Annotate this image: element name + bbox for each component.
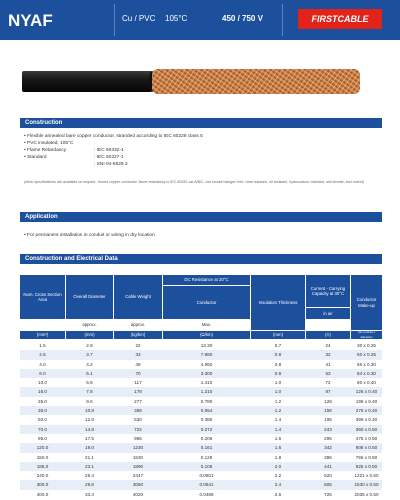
divider bbox=[282, 4, 283, 36]
table-cell: 30 x 0.25 bbox=[357, 343, 376, 348]
table-cell: 530 bbox=[134, 417, 142, 423]
construction-standard: • Standard : IEC 60227-1 bbox=[24, 155, 124, 160]
table-cell: 117 bbox=[134, 380, 142, 386]
unit: (mm) bbox=[251, 331, 305, 339]
table-cell: 1.0 bbox=[274, 380, 282, 386]
table-row bbox=[20, 434, 382, 443]
table-cell: 19.0 bbox=[85, 445, 94, 451]
table-cell: 17.5 bbox=[85, 435, 94, 441]
table-cell: 0.554 bbox=[200, 408, 213, 414]
table-cell: 23.1 bbox=[85, 463, 94, 469]
table-cell: 0.780 bbox=[200, 398, 213, 404]
table-cell: 386 bbox=[324, 454, 332, 460]
table-cell: 7.8 bbox=[86, 389, 93, 395]
col-conductor: Conductor bbox=[163, 286, 250, 319]
table-cell: 95.0 bbox=[38, 435, 47, 441]
table-cell: 21.1 bbox=[85, 454, 94, 460]
table-cell: 605 bbox=[324, 482, 332, 488]
material-label: Cu / PVC bbox=[122, 14, 156, 23]
table-cell: 53 bbox=[325, 370, 331, 376]
table-cell: 10.8 bbox=[85, 408, 94, 414]
col-makeup: Conductor Make-up bbox=[351, 275, 382, 330]
table-cell: 1.8 bbox=[274, 454, 282, 460]
temperature-label: 105°C bbox=[165, 14, 188, 23]
table-cell: 9.6 bbox=[86, 398, 93, 404]
col-in-air: in air bbox=[306, 308, 350, 319]
col-current: Current - Carrying Capacity at 30°C bbox=[306, 275, 350, 307]
table-cell: 126 x 0.40 bbox=[355, 389, 378, 395]
table-cell: 16.0 bbox=[38, 389, 47, 395]
table-cell: 72 bbox=[325, 380, 331, 386]
table-cell: 4.0 bbox=[39, 361, 46, 367]
table-row bbox=[20, 490, 382, 499]
table-cell: 400.0 bbox=[36, 491, 49, 497]
table-cell: 0.0641 bbox=[199, 482, 214, 488]
col-weight: Cable Weight bbox=[114, 275, 162, 319]
table-cell: 2.2 bbox=[274, 473, 282, 479]
table-row bbox=[20, 397, 382, 406]
table-row bbox=[20, 453, 382, 462]
qualifier: approx. bbox=[66, 320, 113, 330]
table-cell: 1.0 bbox=[274, 389, 282, 395]
table-cell: 6.0 bbox=[39, 370, 46, 376]
table-cell: 396 x 0.40 bbox=[355, 417, 378, 423]
section-electrical: Construction and Electrical Data bbox=[20, 254, 382, 264]
table-cell: 0.129 bbox=[200, 454, 213, 460]
table-cell: 14.8 bbox=[85, 426, 94, 432]
table-row bbox=[20, 415, 382, 424]
section-application: Application bbox=[20, 212, 382, 222]
copper-conductor bbox=[152, 69, 360, 94]
table-cell: 12.8 bbox=[85, 417, 94, 423]
table-cell: 3.7 bbox=[86, 352, 93, 358]
table-cell: 2.9 bbox=[86, 343, 93, 348]
table-row bbox=[20, 369, 382, 378]
insulation bbox=[22, 71, 152, 92]
table-cell: 120.0 bbox=[36, 445, 49, 451]
table-cell: 2447 bbox=[132, 473, 144, 479]
col-insulation: Insulation Thickness bbox=[251, 275, 305, 330]
table-cell: 300.0 bbox=[36, 482, 49, 488]
qualifier: approx. bbox=[114, 320, 162, 330]
table-cell: 0.272 bbox=[200, 426, 213, 432]
table-cell: 5.1 bbox=[86, 370, 93, 376]
table-cell: 1.5 bbox=[39, 343, 46, 348]
table-cell: 0.0486 bbox=[199, 491, 214, 497]
table-cell: 925 x 0.50 bbox=[355, 463, 378, 469]
table-cell: 2.4 bbox=[274, 482, 282, 488]
table-row bbox=[20, 480, 382, 489]
table-cell: 0.0801 bbox=[199, 473, 214, 479]
table-cell: 475 x 0.50 bbox=[355, 435, 378, 441]
table-cell: 97 bbox=[325, 389, 331, 395]
table-cell: 756 x 0.50 bbox=[355, 454, 378, 460]
construction-flame: • Flame Retardancy : IEC 60332-1 bbox=[24, 148, 124, 153]
table-cell: 1530 x 0.50 bbox=[354, 482, 379, 488]
unit: (mm²) bbox=[20, 331, 65, 339]
product-code: NYAF bbox=[8, 11, 53, 30]
table-cell: 276 x 0.40 bbox=[355, 408, 378, 414]
table-cell: 441 bbox=[324, 463, 332, 469]
table-cell: 0.8 bbox=[274, 361, 282, 367]
table-cell: 0.106 bbox=[200, 463, 213, 469]
table-cell: 70 bbox=[135, 370, 141, 376]
qualifier: Max. bbox=[163, 320, 250, 330]
qualifier bbox=[20, 320, 65, 330]
construction-conductor: • Flexible annealed bare copper conductor, stranded according to IEC 60228 class 5 bbox=[24, 134, 203, 139]
construction-insulation: • PVC insulated, 105°C bbox=[24, 141, 74, 146]
table-cell: 56 x 0.30 bbox=[357, 361, 376, 367]
unit: (Ω/km) bbox=[163, 331, 250, 339]
table-cell: 342 bbox=[324, 445, 332, 451]
table-cell: 41 bbox=[325, 361, 331, 367]
unit: (kg/km) bbox=[114, 331, 162, 339]
table-cell: 4.2 bbox=[86, 361, 93, 367]
table-cell: 1.2 bbox=[274, 408, 282, 414]
unit: (A) bbox=[306, 331, 350, 339]
table-cell: 985 bbox=[134, 435, 142, 441]
table-cell: 26.4 bbox=[85, 473, 94, 479]
table-cell: 1.4 bbox=[274, 417, 282, 423]
table-row bbox=[20, 406, 382, 415]
table-cell: 84 x 0.30 bbox=[357, 370, 376, 376]
table-cell: 1.210 bbox=[200, 389, 213, 395]
table-cell: 2.6 bbox=[274, 491, 282, 497]
table-cell: 156 bbox=[324, 408, 332, 414]
table-cell: 360 x 0.50 bbox=[355, 426, 378, 432]
table-cell: 2.5 bbox=[39, 352, 46, 358]
table-cell: 32 bbox=[325, 352, 331, 358]
table-cell: 3050 bbox=[132, 482, 144, 488]
table-cell: 1.2 bbox=[274, 398, 282, 404]
table-row bbox=[20, 341, 382, 350]
col-area: Nom. Cross Section Area bbox=[20, 275, 65, 319]
voltage-label: 450 / 750 V bbox=[222, 14, 263, 23]
col-diameter: Overall Diameter bbox=[66, 275, 113, 319]
table-cell: 520 bbox=[324, 473, 332, 479]
table-cell: 0.206 bbox=[200, 435, 213, 441]
table-row bbox=[20, 425, 382, 434]
construction-standard-2: : SNI 04-6629.3 bbox=[94, 162, 128, 167]
table-cell: 70.0 bbox=[38, 426, 47, 432]
table-cell: 10.0 bbox=[38, 380, 47, 386]
table-cell: 1230 bbox=[132, 445, 144, 451]
table-cell: 50 x 0.25 bbox=[357, 352, 376, 358]
brand-logo: FIRSTCABLE bbox=[298, 9, 382, 29]
table-row bbox=[20, 462, 382, 471]
table-cell: 29.6 bbox=[85, 482, 94, 488]
table-cell: 178 bbox=[134, 389, 142, 395]
table-cell: 369 bbox=[134, 408, 142, 414]
table-row bbox=[20, 443, 382, 452]
table-cell: 1.4 bbox=[274, 426, 282, 432]
table-row bbox=[20, 360, 382, 369]
table-cell: 1530 bbox=[132, 454, 144, 460]
section-construction: Construction bbox=[20, 118, 382, 128]
table-cell: 50.0 bbox=[38, 417, 47, 423]
table-cell: 24 bbox=[325, 343, 331, 348]
table-cell: 1.410 bbox=[200, 380, 213, 386]
table-cell: 4.950 bbox=[200, 361, 213, 367]
table-cell: 80 x 0.40 bbox=[357, 380, 376, 386]
table-cell: 1.6 bbox=[274, 445, 282, 451]
table-cell: 35.0 bbox=[38, 408, 47, 414]
table-cell: 128 bbox=[324, 398, 332, 404]
table-cell: 1.6 bbox=[274, 435, 282, 441]
table-cell: 4020 bbox=[132, 491, 144, 497]
header-bar bbox=[0, 0, 400, 40]
table-cell: 240.0 bbox=[36, 473, 49, 479]
table-cell: 0.386 bbox=[200, 417, 213, 423]
table-body bbox=[20, 341, 382, 499]
table-row bbox=[20, 378, 382, 387]
table-cell: 2035 x 0.50 bbox=[354, 491, 379, 497]
table-cell: 722 bbox=[134, 426, 142, 432]
table-cell: 185.0 bbox=[36, 463, 49, 469]
table-cell: 0.8 bbox=[274, 370, 282, 376]
table-row bbox=[20, 350, 382, 359]
table-cell: 25.0 bbox=[38, 398, 47, 404]
table-header bbox=[20, 275, 382, 339]
table-cell: 0.8 bbox=[274, 352, 282, 358]
table-cell: 195 bbox=[324, 417, 332, 423]
unit: (mm) bbox=[66, 331, 113, 339]
table-row bbox=[20, 471, 382, 480]
table-cell: 277 bbox=[134, 398, 142, 404]
table-cell: 6.6 bbox=[86, 380, 93, 386]
table-cell: 0.7 bbox=[274, 343, 282, 348]
table-cell: 608 x 0.50 bbox=[355, 445, 378, 451]
table-cell: 725 bbox=[324, 491, 332, 497]
table-cell: 1890 bbox=[132, 463, 144, 469]
table-cell: 196 x 0.40 bbox=[355, 398, 378, 404]
table-cell: 1221 x 0.50 bbox=[354, 473, 379, 479]
table-cell: 49 bbox=[135, 361, 141, 367]
construction-note: (other specifications are available on request : tinned copper conductor, flame retardancy to IEC 60332 cat.A/B/C, low smoke halogen free, heat resistant, oil resistant, hydrocarbon resistant, anti termite, and rodent) bbox=[24, 180, 364, 184]
table-cell: 33.4 bbox=[85, 491, 94, 497]
table-cell: 13.30 bbox=[200, 343, 213, 348]
divider bbox=[114, 4, 115, 36]
unit: (No of wires x diameter) bbox=[351, 331, 382, 339]
table-cell: 2.0 bbox=[274, 463, 282, 469]
application-text: • For permanent installation in conduit or wiring in dry location bbox=[24, 233, 155, 238]
table-cell: 7.980 bbox=[200, 352, 213, 358]
col-dc-resistance: DC Resistance at 20°C bbox=[163, 275, 250, 285]
table-cell: 243 bbox=[324, 426, 332, 432]
table-cell: 22 bbox=[135, 343, 141, 348]
table-cell: 33 bbox=[135, 352, 141, 358]
cable-image bbox=[22, 58, 362, 104]
table-cell: 0.161 bbox=[200, 445, 213, 451]
table-cell: 3.300 bbox=[200, 370, 213, 376]
table-row bbox=[20, 387, 382, 396]
table-cell: 150.0 bbox=[36, 454, 49, 460]
qualifier bbox=[306, 320, 350, 330]
table-cell: 295 bbox=[324, 435, 332, 441]
